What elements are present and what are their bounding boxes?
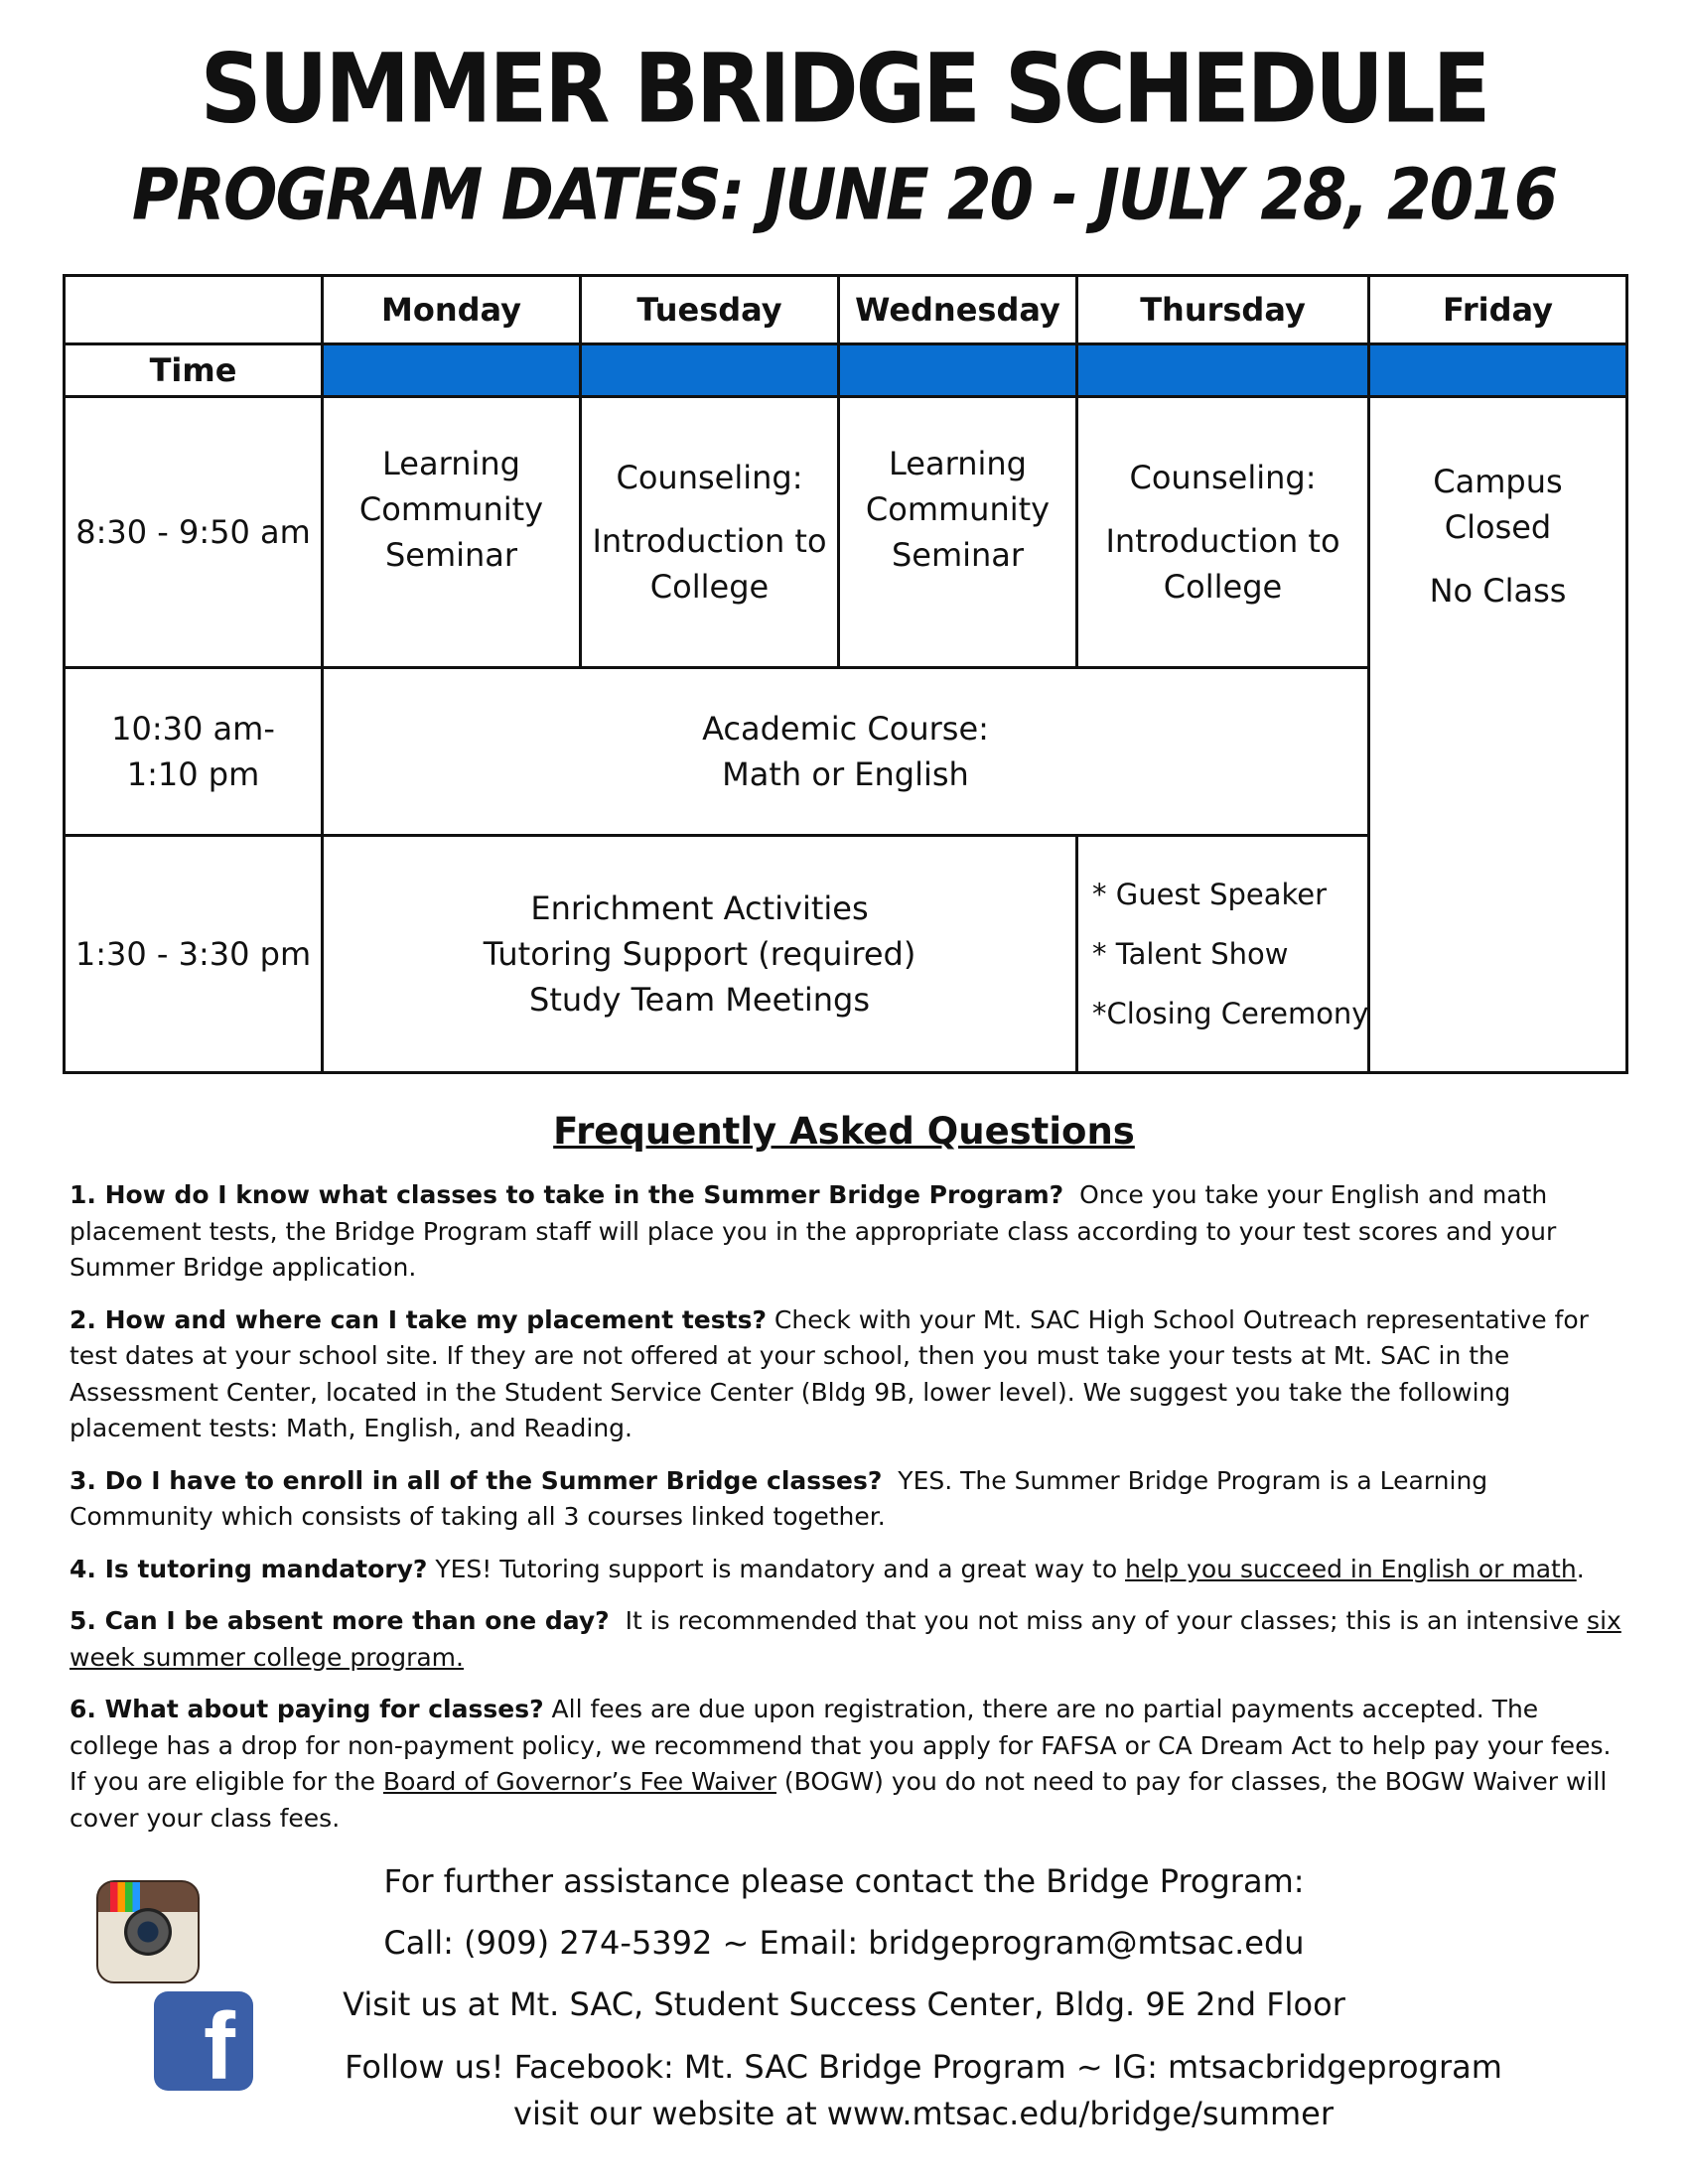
time-label: Time <box>65 344 323 397</box>
facebook-icon[interactable]: f <box>154 1991 253 2091</box>
day-friday: Friday <box>1369 276 1627 344</box>
header-bar <box>323 344 581 397</box>
special-events <box>1077 836 1369 1073</box>
contact-social: Follow us! Facebook: Mt. SAC Bridge Program ~ IG: mtsacbridgeprogram <box>345 2048 1502 2086</box>
contact-address: Visit us at Mt. SAC, Student Success Center, Bldg. 9E 2nd Floor <box>343 1985 1345 2023</box>
faq-item <box>70 1302 1628 1447</box>
activity-item: Tutoring Support (required) <box>483 935 916 973</box>
header-bar <box>839 344 1077 397</box>
activity-item: Study Team Meetings <box>529 981 870 1019</box>
program-dates: PROGRAM DATES: JUNE 20 - JULY 28, 2016 <box>131 154 1557 237</box>
faq-answer: It is recommended that you not miss any of your classes; this is an intensive <box>625 1606 1580 1635</box>
session-heading: Counseling: <box>1129 459 1317 496</box>
contact-phone-email: Call: (909) 274-5392 ~ Email: bridgeprogram@mtsac.edu <box>383 1924 1305 1962</box>
faq-question: 6. What about paying for classes? <box>70 1695 544 1723</box>
session-text: Learning Community Seminar <box>865 445 1051 574</box>
session-text: Learning Community Seminar <box>358 445 544 574</box>
contact-intro: For further assistance please contact the Bridge Program: <box>383 1862 1305 1900</box>
event-item: * Talent Show <box>1092 937 1289 971</box>
session-heading: Counseling: <box>616 459 803 496</box>
slot-time: 8:30 - 9:50 am <box>65 397 323 668</box>
slot-row <box>65 397 1627 668</box>
faq-answer-link: help you succeed in English or math <box>1125 1554 1577 1583</box>
course-subjects: Math or English <box>722 755 969 793</box>
faq-item <box>70 1463 1628 1536</box>
faq-question: 3. Do I have to enroll in all of the Summer Bridge classes? <box>70 1465 883 1495</box>
wednesday-session <box>839 397 1077 668</box>
faq-question: 5. Can I be absent more than one day? <box>70 1606 610 1635</box>
faq-answer: Check with your Mt. SAC High School Outreach representative for test dates at your school site. If they are not offered at your school, then you must take your tests at Mt. SAC in the Assessment Center, located in the Student Service Center (Bldg 9B, lower level). We suggest you take the following placement tests: Math, English, and Reading. <box>70 1304 1589 1442</box>
time-header-row <box>65 344 1627 397</box>
day-monday: Monday <box>323 276 581 344</box>
activity-item: Enrichment Activities <box>530 889 869 927</box>
faq-question: 1. How do I know what classes to take in the Summer Bridge Program? <box>70 1180 1064 1209</box>
event-item: *Closing Ceremony <box>1092 997 1369 1030</box>
schedule-header-row <box>65 276 1627 344</box>
day-tuesday: Tuesday <box>581 276 839 344</box>
faq-answer: All fees are due upon registration, there are no partial payments accepted. The college has a drop for non-payment policy, we recommend that you apply for FAFSA or CA Dream Act to help pay your fees. If you are eligible for the <box>70 1695 1612 1796</box>
day-wednesday: Wednesday <box>839 276 1077 344</box>
day-thursday: Thursday <box>1077 276 1369 344</box>
faq-answer-link: six week summer college program. <box>70 1606 1621 1672</box>
faq-answer-end: . <box>1576 1554 1585 1583</box>
thursday-session <box>1077 397 1369 668</box>
friday-note: No Class <box>1429 572 1567 610</box>
schedule-table <box>63 274 1628 1074</box>
event-item: * Guest Speaker <box>1092 878 1328 911</box>
faq-answer-end: (BOGW) you do not need to pay for classes, the BOGW Waiver will cover your class fees. <box>70 1767 1608 1833</box>
faq-answer: YES. The Summer Bridge Program is a Learning Community which consists of taking all 3 courses linked together. <box>70 1465 1488 1531</box>
course-heading: Academic Course: <box>702 710 989 748</box>
contact-website: visit our website at www.mtsac.edu/bridge/summer <box>513 2095 1334 2132</box>
faq-answer: Once you take your English and math placement tests, the Bridge Program staff will place you in the appropriate class according to your test scores and your Summer Bridge application. <box>70 1180 1557 1282</box>
faq-item <box>70 1552 1628 1588</box>
academic-course <box>323 668 1369 836</box>
faq-item <box>70 1177 1628 1287</box>
header-bar <box>581 344 839 397</box>
header-bar <box>1077 344 1369 397</box>
page-title: SUMMER BRIDGE SCHEDULE <box>200 34 1488 145</box>
session-text: Introduction to College <box>592 522 827 606</box>
faq-item <box>70 1603 1628 1676</box>
header-empty-cell <box>65 276 323 344</box>
friday-status: Campus Closed <box>1433 463 1563 546</box>
monday-session <box>323 397 581 668</box>
faq-answer-link: Board of Governor’s Fee Waiver <box>382 1767 776 1796</box>
session-text: Introduction to College <box>1105 522 1340 606</box>
faq-title: Frequently Asked Questions <box>553 1110 1135 1153</box>
afternoon-activities <box>323 836 1077 1073</box>
slot-time: 10:30 am- 1:10 pm <box>65 668 323 836</box>
faq-question: 2. How and where can I take my placement tests? <box>70 1304 767 1334</box>
faq-item <box>70 1692 1628 1837</box>
faq-answer: YES! Tutoring support is mandatory and a great way to <box>435 1554 1118 1583</box>
faq-question: 4. Is tutoring mandatory? <box>70 1554 428 1583</box>
faq-list <box>70 1177 1628 1852</box>
friday-closed <box>1369 397 1627 1073</box>
header-bar <box>1369 344 1627 397</box>
tuesday-session <box>581 397 839 668</box>
slot-time: 1:30 - 3:30 pm <box>65 836 323 1073</box>
